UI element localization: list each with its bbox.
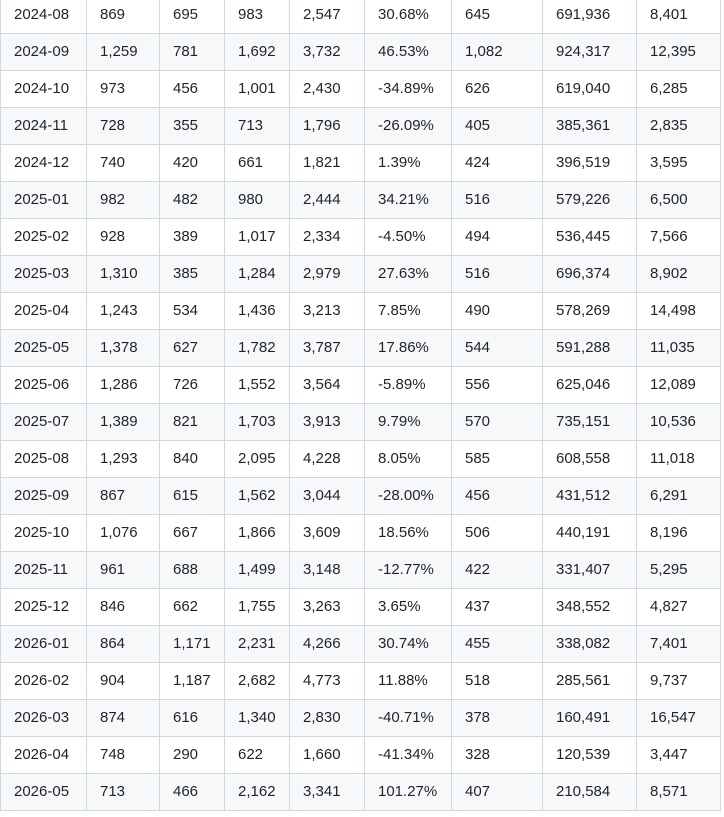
table-cell: 2025-04 bbox=[1, 293, 87, 330]
table-cell: -28.00% bbox=[365, 478, 452, 515]
table-cell: 1,082 bbox=[452, 34, 543, 71]
table-cell: 781 bbox=[160, 34, 225, 71]
table-cell: 3,609 bbox=[290, 515, 365, 552]
table-cell: 616 bbox=[160, 700, 225, 737]
table-cell: 869 bbox=[87, 0, 160, 34]
table-row bbox=[1, 182, 721, 219]
table-cell: 2,979 bbox=[290, 256, 365, 293]
table-cell: 667 bbox=[160, 515, 225, 552]
table-cell: 2,835 bbox=[637, 108, 721, 145]
table-cell: 534 bbox=[160, 293, 225, 330]
table-cell: 11,018 bbox=[637, 441, 721, 478]
table-row bbox=[1, 552, 721, 589]
table-cell: 456 bbox=[452, 478, 543, 515]
table-cell: 1,340 bbox=[225, 700, 290, 737]
table-cell: 3,732 bbox=[290, 34, 365, 71]
table-cell: 431,512 bbox=[543, 478, 637, 515]
table-cell: 1,755 bbox=[225, 589, 290, 626]
table-cell: 1,796 bbox=[290, 108, 365, 145]
table-cell: 3,213 bbox=[290, 293, 365, 330]
table-cell: 5,295 bbox=[637, 552, 721, 589]
table-cell: 1,821 bbox=[290, 145, 365, 182]
table-cell: 420 bbox=[160, 145, 225, 182]
table-cell: 983 bbox=[225, 0, 290, 34]
table-cell: 740 bbox=[87, 145, 160, 182]
table-cell: 8,902 bbox=[637, 256, 721, 293]
table-cell: 2026-01 bbox=[1, 626, 87, 663]
table-cell: 8,196 bbox=[637, 515, 721, 552]
table-cell: 348,552 bbox=[543, 589, 637, 626]
table-cell: -5.89% bbox=[365, 367, 452, 404]
table-cell: 2026-03 bbox=[1, 700, 87, 737]
table-cell: 6,500 bbox=[637, 182, 721, 219]
table-cell: 46.53% bbox=[365, 34, 452, 71]
table-cell: 661 bbox=[225, 145, 290, 182]
table-cell: 2025-11 bbox=[1, 552, 87, 589]
table-cell: 578,269 bbox=[543, 293, 637, 330]
table-cell: 1,703 bbox=[225, 404, 290, 441]
table-cell: 1,782 bbox=[225, 330, 290, 367]
table-cell: 645 bbox=[452, 0, 543, 34]
table-cell: 615 bbox=[160, 478, 225, 515]
table-row bbox=[1, 145, 721, 182]
table-cell: 1,284 bbox=[225, 256, 290, 293]
table-cell: 2025-09 bbox=[1, 478, 87, 515]
table-cell: 9,737 bbox=[637, 663, 721, 700]
table-row bbox=[1, 515, 721, 552]
table-cell: 536,445 bbox=[543, 219, 637, 256]
table-cell: 570 bbox=[452, 404, 543, 441]
table-cell: 3,447 bbox=[637, 737, 721, 774]
table-cell: 6,291 bbox=[637, 478, 721, 515]
table-cell: 378 bbox=[452, 700, 543, 737]
table-cell: 389 bbox=[160, 219, 225, 256]
table-cell: 355 bbox=[160, 108, 225, 145]
table-cell: 1,259 bbox=[87, 34, 160, 71]
table-cell: 591,288 bbox=[543, 330, 637, 367]
table-row bbox=[1, 589, 721, 626]
table-row bbox=[1, 367, 721, 404]
table-cell: 1.39% bbox=[365, 145, 452, 182]
table-cell: 608,558 bbox=[543, 441, 637, 478]
table-cell: 2024-08 bbox=[1, 0, 87, 34]
table-cell: 1,389 bbox=[87, 404, 160, 441]
table-cell: 3,044 bbox=[290, 478, 365, 515]
table-cell: 3,787 bbox=[290, 330, 365, 367]
table-row bbox=[1, 626, 721, 663]
table-row bbox=[1, 256, 721, 293]
table-cell: 924,317 bbox=[543, 34, 637, 71]
table-cell: 8.05% bbox=[365, 441, 452, 478]
table-cell: 821 bbox=[160, 404, 225, 441]
table-cell: 1,286 bbox=[87, 367, 160, 404]
table-cell: 14,498 bbox=[637, 293, 721, 330]
table-cell: 2024-12 bbox=[1, 145, 87, 182]
table-cell: 385 bbox=[160, 256, 225, 293]
table-cell: 494 bbox=[452, 219, 543, 256]
table-cell: 4,266 bbox=[290, 626, 365, 663]
table-row bbox=[1, 737, 721, 774]
table-cell: 160,491 bbox=[543, 700, 637, 737]
table-cell: 2025-08 bbox=[1, 441, 87, 478]
table-cell: 9.79% bbox=[365, 404, 452, 441]
table-cell: 840 bbox=[160, 441, 225, 478]
table-cell: 867 bbox=[87, 478, 160, 515]
table-cell: 407 bbox=[452, 774, 543, 811]
table-cell: 440,191 bbox=[543, 515, 637, 552]
table-row bbox=[1, 108, 721, 145]
table-cell: 422 bbox=[452, 552, 543, 589]
table-cell: 1,436 bbox=[225, 293, 290, 330]
table-cell: 4,773 bbox=[290, 663, 365, 700]
table-row bbox=[1, 774, 721, 811]
table-cell: 285,561 bbox=[543, 663, 637, 700]
table-cell: 437 bbox=[452, 589, 543, 626]
table-cell: 627 bbox=[160, 330, 225, 367]
table-cell: 490 bbox=[452, 293, 543, 330]
table-cell: 625,046 bbox=[543, 367, 637, 404]
table-cell: 874 bbox=[87, 700, 160, 737]
table-row bbox=[1, 293, 721, 330]
table-cell: 1,310 bbox=[87, 256, 160, 293]
table-cell: 4,827 bbox=[637, 589, 721, 626]
table-cell: 2,547 bbox=[290, 0, 365, 34]
table-cell: 2,162 bbox=[225, 774, 290, 811]
table-cell: 455 bbox=[452, 626, 543, 663]
table-cell: 2,095 bbox=[225, 441, 290, 478]
table-row bbox=[1, 663, 721, 700]
table-cell: 2,682 bbox=[225, 663, 290, 700]
table-cell: 3,341 bbox=[290, 774, 365, 811]
table-row bbox=[1, 219, 721, 256]
table-cell: 1,378 bbox=[87, 330, 160, 367]
table-row bbox=[1, 330, 721, 367]
table-cell: 506 bbox=[452, 515, 543, 552]
table-cell: 626 bbox=[452, 71, 543, 108]
table-cell: 3.65% bbox=[365, 589, 452, 626]
table-cell: 846 bbox=[87, 589, 160, 626]
table-cell: -12.77% bbox=[365, 552, 452, 589]
table-cell: 585 bbox=[452, 441, 543, 478]
table-cell: 2025-07 bbox=[1, 404, 87, 441]
table-cell: 1,017 bbox=[225, 219, 290, 256]
table-cell: 556 bbox=[452, 367, 543, 404]
table-cell: 864 bbox=[87, 626, 160, 663]
table-cell: 8,401 bbox=[637, 0, 721, 34]
table-row bbox=[1, 71, 721, 108]
table-cell: 961 bbox=[87, 552, 160, 589]
table-cell: 3,564 bbox=[290, 367, 365, 404]
table-cell: 1,562 bbox=[225, 478, 290, 515]
table-cell: 2025-10 bbox=[1, 515, 87, 552]
table-cell: 11,035 bbox=[637, 330, 721, 367]
table-cell: 10,536 bbox=[637, 404, 721, 441]
table-cell: 34.21% bbox=[365, 182, 452, 219]
table-cell: 3,913 bbox=[290, 404, 365, 441]
table-cell: 2,334 bbox=[290, 219, 365, 256]
table-cell: 1,499 bbox=[225, 552, 290, 589]
table-cell: 405 bbox=[452, 108, 543, 145]
table-cell: 728 bbox=[87, 108, 160, 145]
table-cell: 2026-02 bbox=[1, 663, 87, 700]
table-row bbox=[1, 478, 721, 515]
table-cell: 424 bbox=[452, 145, 543, 182]
table-cell: 662 bbox=[160, 589, 225, 626]
table-cell: 7,401 bbox=[637, 626, 721, 663]
table-cell: 6,285 bbox=[637, 71, 721, 108]
table-cell: 748 bbox=[87, 737, 160, 774]
table-cell: 516 bbox=[452, 182, 543, 219]
table-cell: 1,866 bbox=[225, 515, 290, 552]
table-cell: 2,430 bbox=[290, 71, 365, 108]
table-row bbox=[1, 34, 721, 71]
table-cell: 8,571 bbox=[637, 774, 721, 811]
table-cell: 27.63% bbox=[365, 256, 452, 293]
table-cell: 466 bbox=[160, 774, 225, 811]
table-cell: 210,584 bbox=[543, 774, 637, 811]
table-cell: 2026-05 bbox=[1, 774, 87, 811]
table-cell: 544 bbox=[452, 330, 543, 367]
table-cell: 516 bbox=[452, 256, 543, 293]
table-cell: 688 bbox=[160, 552, 225, 589]
table-cell: 696,374 bbox=[543, 256, 637, 293]
table-cell: 518 bbox=[452, 663, 543, 700]
table-cell: -40.71% bbox=[365, 700, 452, 737]
table-row bbox=[1, 404, 721, 441]
table-cell: 1,171 bbox=[160, 626, 225, 663]
table-cell: 735,151 bbox=[543, 404, 637, 441]
table-cell: 338,082 bbox=[543, 626, 637, 663]
table-cell: 1,293 bbox=[87, 441, 160, 478]
table-cell: 904 bbox=[87, 663, 160, 700]
table-cell: 12,395 bbox=[637, 34, 721, 71]
table-cell: 1,001 bbox=[225, 71, 290, 108]
table-cell: 290 bbox=[160, 737, 225, 774]
table-cell: 2025-02 bbox=[1, 219, 87, 256]
table-row bbox=[1, 700, 721, 737]
table-cell: 30.74% bbox=[365, 626, 452, 663]
table-cell: 7,566 bbox=[637, 219, 721, 256]
table-cell: 2025-05 bbox=[1, 330, 87, 367]
table-cell: 2024-09 bbox=[1, 34, 87, 71]
table-cell: 7.85% bbox=[365, 293, 452, 330]
table-cell: 726 bbox=[160, 367, 225, 404]
table-cell: 328 bbox=[452, 737, 543, 774]
table-cell: 2,231 bbox=[225, 626, 290, 663]
table-cell: 1,660 bbox=[290, 737, 365, 774]
table-cell: 2025-06 bbox=[1, 367, 87, 404]
table-cell: 2,444 bbox=[290, 182, 365, 219]
table-cell: 396,519 bbox=[543, 145, 637, 182]
table-body bbox=[1, 0, 721, 811]
table-cell: 17.86% bbox=[365, 330, 452, 367]
table-cell: 18.56% bbox=[365, 515, 452, 552]
table-cell: 982 bbox=[87, 182, 160, 219]
table-cell: 3,263 bbox=[290, 589, 365, 626]
table-cell: 1,692 bbox=[225, 34, 290, 71]
table-cell: 2026-04 bbox=[1, 737, 87, 774]
table-cell: 695 bbox=[160, 0, 225, 34]
table-cell: 980 bbox=[225, 182, 290, 219]
table-cell: 482 bbox=[160, 182, 225, 219]
table-cell: 713 bbox=[87, 774, 160, 811]
table-cell: 101.27% bbox=[365, 774, 452, 811]
table-cell: 2025-12 bbox=[1, 589, 87, 626]
table-cell: 456 bbox=[160, 71, 225, 108]
table-cell: 2025-03 bbox=[1, 256, 87, 293]
table-cell: 1,243 bbox=[87, 293, 160, 330]
table-cell: 2024-11 bbox=[1, 108, 87, 145]
table-cell: -4.50% bbox=[365, 219, 452, 256]
table-cell: 16,547 bbox=[637, 700, 721, 737]
table-cell: 928 bbox=[87, 219, 160, 256]
table-cell: 1,552 bbox=[225, 367, 290, 404]
table-cell: 579,226 bbox=[543, 182, 637, 219]
table-cell: 385,361 bbox=[543, 108, 637, 145]
table-cell: 619,040 bbox=[543, 71, 637, 108]
table-cell: 2024-10 bbox=[1, 71, 87, 108]
table-cell: 331,407 bbox=[543, 552, 637, 589]
table-row bbox=[1, 0, 721, 34]
table-cell: -34.89% bbox=[365, 71, 452, 108]
table-cell: 691,936 bbox=[543, 0, 637, 34]
table-cell: 622 bbox=[225, 737, 290, 774]
table-cell: 11.88% bbox=[365, 663, 452, 700]
table-cell: 12,089 bbox=[637, 367, 721, 404]
table-cell: 1,076 bbox=[87, 515, 160, 552]
table-cell: -26.09% bbox=[365, 108, 452, 145]
table-cell: 30.68% bbox=[365, 0, 452, 34]
table-cell: 3,148 bbox=[290, 552, 365, 589]
table-cell: 3,595 bbox=[637, 145, 721, 182]
table-cell: 973 bbox=[87, 71, 160, 108]
table-row bbox=[1, 441, 721, 478]
table-cell: 2,830 bbox=[290, 700, 365, 737]
table-cell: 1,187 bbox=[160, 663, 225, 700]
table-cell: 2025-01 bbox=[1, 182, 87, 219]
table-cell: 4,228 bbox=[290, 441, 365, 478]
table-cell: 713 bbox=[225, 108, 290, 145]
table-cell: 120,539 bbox=[543, 737, 637, 774]
table-cell: -41.34% bbox=[365, 737, 452, 774]
